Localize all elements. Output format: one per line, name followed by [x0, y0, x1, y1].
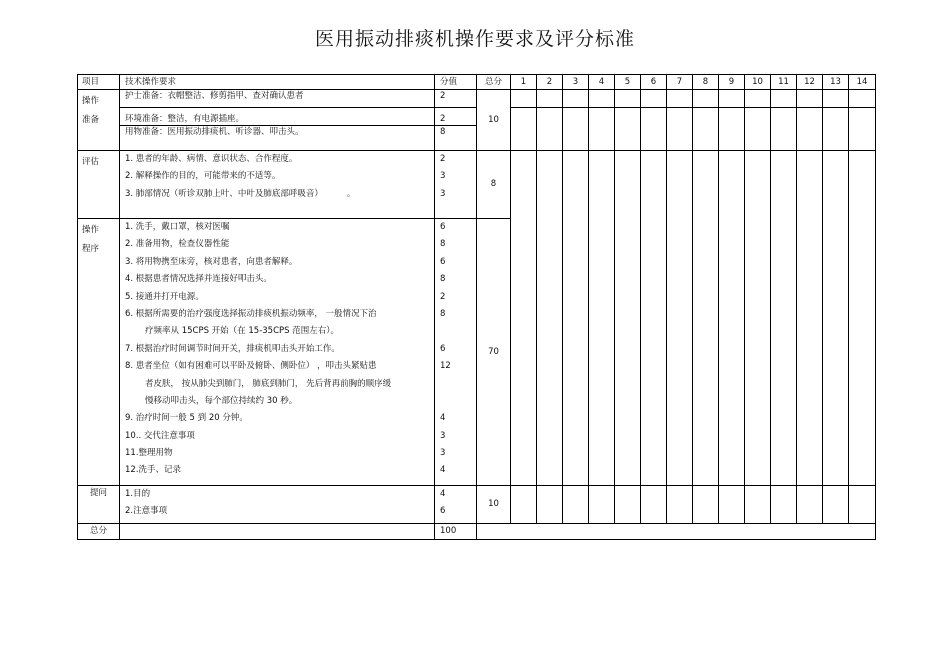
points-prep-nurse: 2 — [435, 90, 477, 108]
list-item: 9. 治疗时间一般 5 到 20 分钟。 — [125, 413, 248, 424]
line-points: 8 — [440, 274, 446, 285]
list-item: 6. 根据所需要的治疗强度选择振动排痰机振动频率， 一般情况下治 — [125, 308, 377, 319]
points-proc — [435, 219, 477, 486]
list-item: 4. 根据患者情况选择并连接好叩击头。 — [125, 274, 272, 285]
list-item: 1.目的 — [125, 489, 151, 499]
header-col-4: 4 — [589, 75, 615, 90]
points-ask: 4 6 — [435, 486, 477, 524]
line-points: 12 — [440, 361, 451, 372]
total-assess: 8 — [477, 151, 511, 219]
points-prep-env: 2 — [435, 108, 477, 126]
list-item: 2. 解释操作的目的，可能带来的不适等。 — [125, 171, 281, 182]
line-points — [440, 325, 476, 342]
req-prep-env: 环境准备：整洁，有电源插座。 — [120, 108, 435, 126]
header-item: 项目 — [78, 75, 120, 90]
table-row — [78, 486, 876, 524]
line-points: 8 — [440, 239, 446, 250]
table-row — [78, 90, 876, 108]
table-row — [78, 151, 876, 219]
header-col-9: 9 — [719, 75, 745, 90]
list-item: 3. 肺部情况（听诊双肺上叶、中叶及肺底部呼吸音） 。 — [125, 188, 356, 199]
req-prep-supplies: 用物准备：医用振动排痰机、听诊器、叩击头。 — [120, 126, 435, 151]
line-points: 3 — [440, 448, 446, 459]
header-requirement: 技术操作要求 — [120, 75, 435, 90]
header-col-14: 14 — [849, 75, 876, 90]
section-label-ask: 提问 — [78, 486, 120, 524]
list-item: 1. 洗手，戴口罩，核对医嘱 — [125, 222, 230, 232]
list-item: 8. 患者坐位（如有困难可以平卧及俯卧、侧卧位） ，叩击头紧贴患 — [125, 361, 377, 372]
list-item: 者皮肤， 按从肺尖到肺门， 肺底到肺门， 先后背再前胸的顺序缓 — [145, 378, 392, 389]
req-proc — [120, 219, 435, 486]
req-assess — [120, 151, 435, 219]
points-assess: 2 3 3 — [435, 151, 477, 219]
total-proc: 70 — [477, 219, 511, 486]
section-label-prep: 操作 准备 — [78, 90, 120, 151]
table-header-row — [78, 75, 876, 90]
line-points: 6 — [440, 256, 446, 267]
header-col-5: 5 — [615, 75, 641, 90]
section-label-sum: 总分 — [78, 523, 120, 539]
points-prep-supplies: 8 — [435, 126, 477, 151]
header-col-8: 8 — [693, 75, 719, 90]
list-item: 11.整理用物 — [125, 448, 173, 459]
list-item: 3. 将用物携至床旁，核对患者，向患者解释。 — [125, 256, 298, 267]
line-points: 2 — [440, 291, 446, 302]
list-item: 疗频率从 15CPS 开始（在 15-35CPS 范围左右）。 — [145, 326, 339, 337]
total-prep: 10 — [477, 90, 511, 151]
list-item: 2. 准备用物，检查仪器性能 — [125, 239, 230, 250]
list-item: 12.洗手、记录 — [125, 465, 182, 476]
list-item: 10.. 交代注意事项 — [125, 430, 195, 441]
scoring-table — [77, 74, 876, 540]
list-item: 慢移动叩击头，每个部位持续约 30 秒。 — [145, 395, 298, 406]
list-item: 5. 接通并打开电源。 — [125, 291, 204, 302]
table-row — [78, 523, 876, 539]
line-points: 8 — [440, 308, 446, 319]
header-col-10: 10 — [745, 75, 771, 90]
header-col-13: 13 — [823, 75, 849, 90]
line-points — [440, 378, 476, 395]
header-col-12: 12 — [797, 75, 823, 90]
line-points: 6 — [440, 343, 446, 354]
line-points: 4 — [440, 465, 446, 476]
header-col-2: 2 — [537, 75, 563, 90]
page-title: 医用振动排痰机操作要求及评分标准 — [314, 28, 635, 50]
section-label-assess: 评估 — [78, 151, 120, 219]
header-total: 总分 — [477, 75, 511, 90]
line-points: 3 — [440, 430, 446, 441]
header-points: 分值 — [435, 75, 477, 90]
header-col-11: 11 — [771, 75, 797, 90]
req-ask — [120, 486, 435, 524]
list-item: 7. 根据治疗时间调节时间开关，排痰机叩击头开始工作。 — [125, 343, 340, 354]
header-col-7: 7 — [667, 75, 693, 90]
line-points — [440, 395, 476, 412]
points-sum: 100 — [435, 523, 477, 539]
header-col-1: 1 — [511, 75, 537, 90]
header-col-6: 6 — [641, 75, 667, 90]
line-points: 6 — [440, 222, 446, 232]
total-ask: 10 — [477, 486, 511, 524]
header-col-3: 3 — [563, 75, 589, 90]
list-item: 2.注意事项 — [125, 506, 168, 517]
req-prep-nurse: 护士准备：衣帽整洁、修剪指甲、查对确认患者 — [120, 90, 435, 108]
line-points: 4 — [440, 413, 446, 424]
list-item: 1. 患者的年龄、病情、意识状态、合作程度。 — [125, 154, 298, 164]
section-label-proc: 操作 程序 — [78, 219, 120, 486]
